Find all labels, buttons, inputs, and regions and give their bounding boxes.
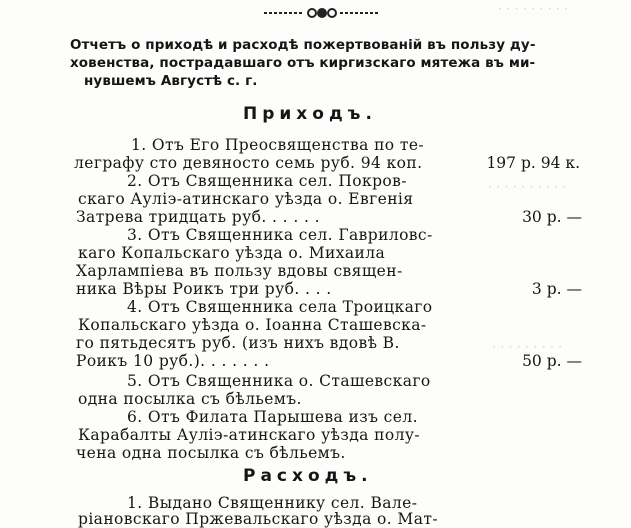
entry-line: леграфу сто девяносто семь руб. 94 коп. [74, 154, 423, 172]
bleed-through-text-3: · · · · · · · · · [492, 340, 563, 355]
entry-line: ріановскаго Пржевальскаго уѣзда о. Мат- [78, 510, 438, 528]
entry-line: 2. Отъ Священника сел. Покров- [127, 172, 407, 190]
entry-line: Роикъ 10 руб.). . . . . . . [76, 352, 270, 370]
entry-line: Копальскаго уѣзда о. Іоанна Сташевска- [78, 316, 427, 334]
bleed-through-text-1: · · · · · · · · · [498, 2, 569, 17]
entry-line: Карабалты Ауліэ-атинскаго уѣзда полу- [78, 426, 421, 444]
entry-amount: 50 р. — [522, 352, 582, 370]
entry-line: чена одна посылка съ бѣльемъ. [76, 444, 346, 462]
entry-line: го пятьдесятъ руб. (изъ нихъ вдовѣ В. [76, 334, 400, 352]
entry-line: ника Вѣры Роикъ три руб. . . . [76, 280, 332, 298]
entry-amount: 3 р. — [531, 280, 582, 298]
heading-line: нувшемъ Августѣ с. г. [84, 73, 258, 89]
heading-line: Отчетъ о приходѣ и расходѣ пожертвованій въ пользу ду- [70, 37, 536, 53]
ornament-divider-icon [262, 6, 382, 20]
entry-line: 1. Отъ Его Преосвященства по те- [131, 136, 425, 154]
entry-line: каго Копальскаго уѣзда о. Михаила [78, 244, 386, 262]
entry-line: Затрева тридцать руб. . . . . . [76, 208, 320, 226]
entry-line: скаго Ауліэ-атинскаго уѣзда о. Евгенія [78, 190, 414, 208]
entry-amount: 197 р. 94 к. [486, 154, 580, 172]
income-section-title: Приходъ. [243, 104, 377, 124]
entry-line: 3. Отъ Священника сел. Гавриловс- [127, 226, 433, 244]
expense-section-title: Расходъ. [243, 466, 373, 486]
entry-amount: 30 р. — [522, 208, 582, 226]
report-heading [70, 36, 590, 90]
entry-line: 1. Выдано Священнику сел. Вале- [127, 494, 418, 512]
entry-line: 6. Отъ Филата Парышева изъ сел. [127, 408, 418, 426]
entry-line: Харлампіева въ пользу вдовы священ- [76, 262, 403, 280]
heading-line: ховенства, пострадавшаго отъ киргизскаго мятежа въ ми- [70, 55, 536, 71]
bleed-through-text-2: · · · · · · · · · · [488, 180, 567, 195]
entry-line: одна посылка съ бѣльемъ. [78, 390, 302, 408]
entry-line: 5. Отъ Священника о. Сташевскаго [127, 372, 431, 390]
entry-line: 4. Отъ Священника села Троицкаго [127, 298, 433, 316]
